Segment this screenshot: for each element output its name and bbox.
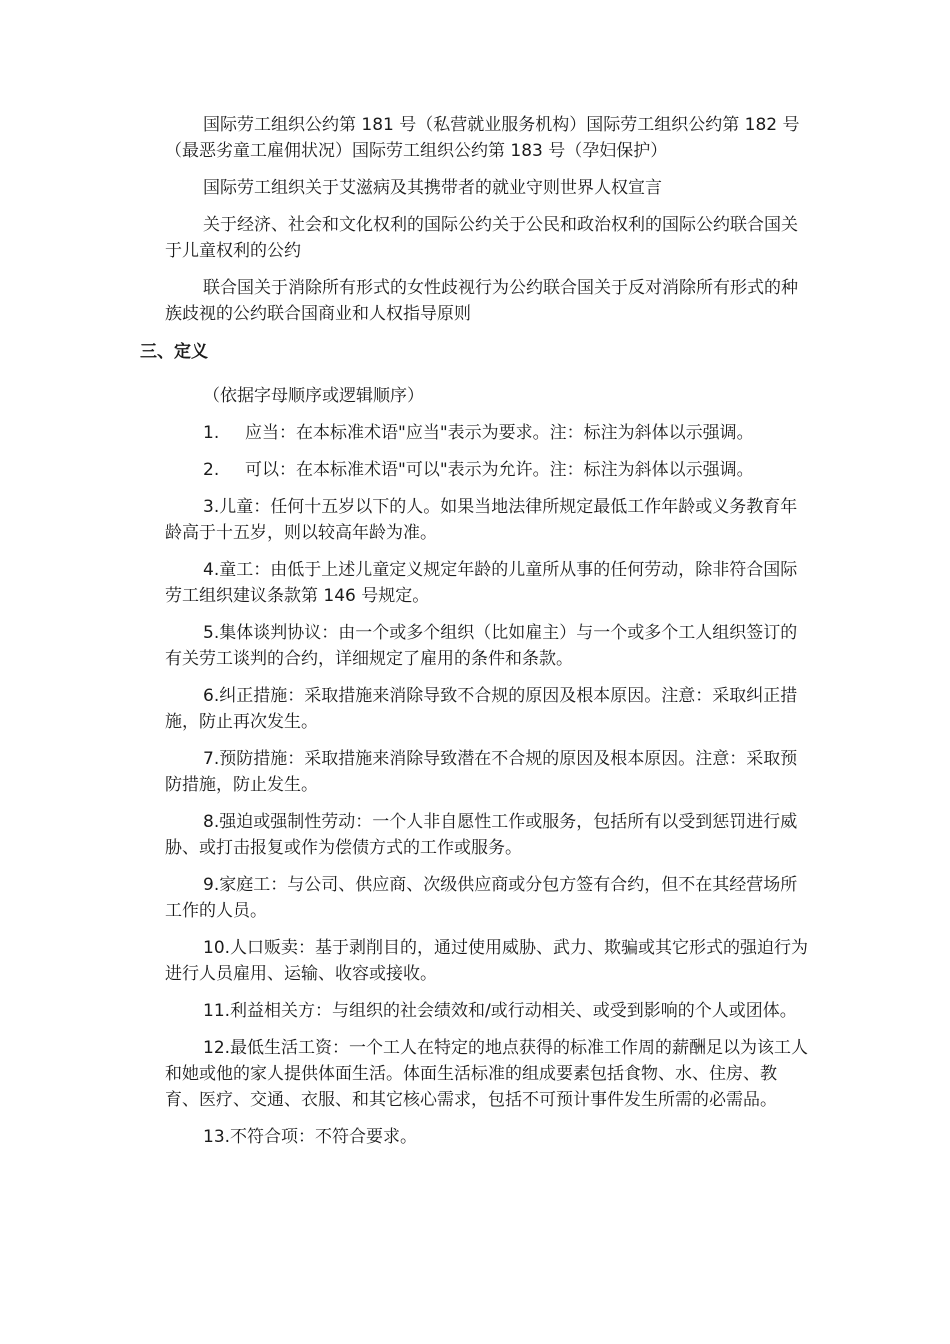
definition-paragraph: 12.最低生活工资：一个工人在特定的地点获得的标准工作周的薪酬足以为该工人和她或他的家人提供体面生活。体面生活标准的组成要素包括食物、水、住房、教育、医疗、交通、衣服、和其它核心需求，包括不可预计事件发生所需的必需品。 (165, 1038, 809, 1110)
item-number: 2. (203, 460, 220, 480)
definition-paragraph: 9.家庭工：与公司、供应商、次级供应商或分包方签有合约，但不在其经营场所工作的人员。 (165, 875, 798, 921)
item-number: 1. (203, 423, 220, 443)
reference-paragraph: 联合国关于消除所有形式的女性歧视行为公约联合国关于反对消除所有形式的种族歧视的公约联合国商业和人权指导原则 (165, 278, 798, 324)
section-note: （依据字母顺序或逻辑顺序） (203, 386, 424, 406)
definition-paragraph: 10.人口贩卖：基于剥削目的，通过使用威胁、武力、欺骗或其它形式的强迫行为进行人员雇用、运输、收容或接收。 (165, 938, 809, 984)
definition-paragraph: 7.预防措施：采取措施来消除导致潜在不合规的原因及根本原因。注意：采取预防措施，防止发生。 (165, 749, 798, 795)
document-body (165, 112, 810, 1161)
reference-paragraph: 国际劳工组织关于艾滋病及其携带者的就业守则世界人权宣言 (203, 178, 662, 198)
definition-item (165, 420, 810, 446)
definition-paragraph: 11.利益相关方：与组织的社会绩效和/或行动相关、或受到影响的个人或团体。 (203, 1001, 797, 1021)
definition-item (165, 457, 810, 483)
definition-paragraph: 13.不符合项：不符合要求。 (203, 1127, 418, 1147)
definition-paragraph: 4.童工：由低于上述儿童定义规定年龄的儿童所从事的任何劳动，除非符合国际劳工组织建议条款第 146 号规定。 (165, 560, 798, 606)
definition-paragraph: 3.儿童：任何十五岁以下的人。如果当地法律所规定最低工作年龄或义务教育年龄高于十五岁，则以较高年龄为准。 (165, 497, 798, 543)
item-text: 应当：在本标准术语"应当"表示为要求。注：标注为斜体以示强调。 (245, 423, 754, 443)
reference-paragraph: 关于经济、社会和文化权利的国际公约关于公民和政治权利的国际公约联合国关于儿童权利的公约 (165, 215, 798, 261)
reference-paragraph: 国际劳工组织公约第 181 号（私营就业服务机构）国际劳工组织公约第 182 号（最恶劣童工雇佣状况）国际劳工组织公约第 183 号（孕妇保护） (165, 115, 800, 161)
definition-paragraph: 5.集体谈判协议：由一个或多个组织（比如雇主）与一个或多个工人组织签订的有关劳工谈判的合约，详细规定了雇用的条件和条款。 (165, 623, 798, 669)
item-text: 可以：在本标准术语"可以"表示为允许。注：标注为斜体以示强调。 (245, 460, 754, 480)
section-heading: 三、定义 (140, 342, 208, 362)
definition-paragraph: 8.强迫或强制性劳动：一个人非自愿性工作或服务，包括所有以受到惩罚进行威胁、或打击报复或作为偿债方式的工作或服务。 (165, 812, 798, 858)
definition-paragraph: 6.纠正措施：采取措施来消除导致不合规的原因及根本原因。注意：采取纠正措施，防止再次发生。 (165, 686, 798, 732)
